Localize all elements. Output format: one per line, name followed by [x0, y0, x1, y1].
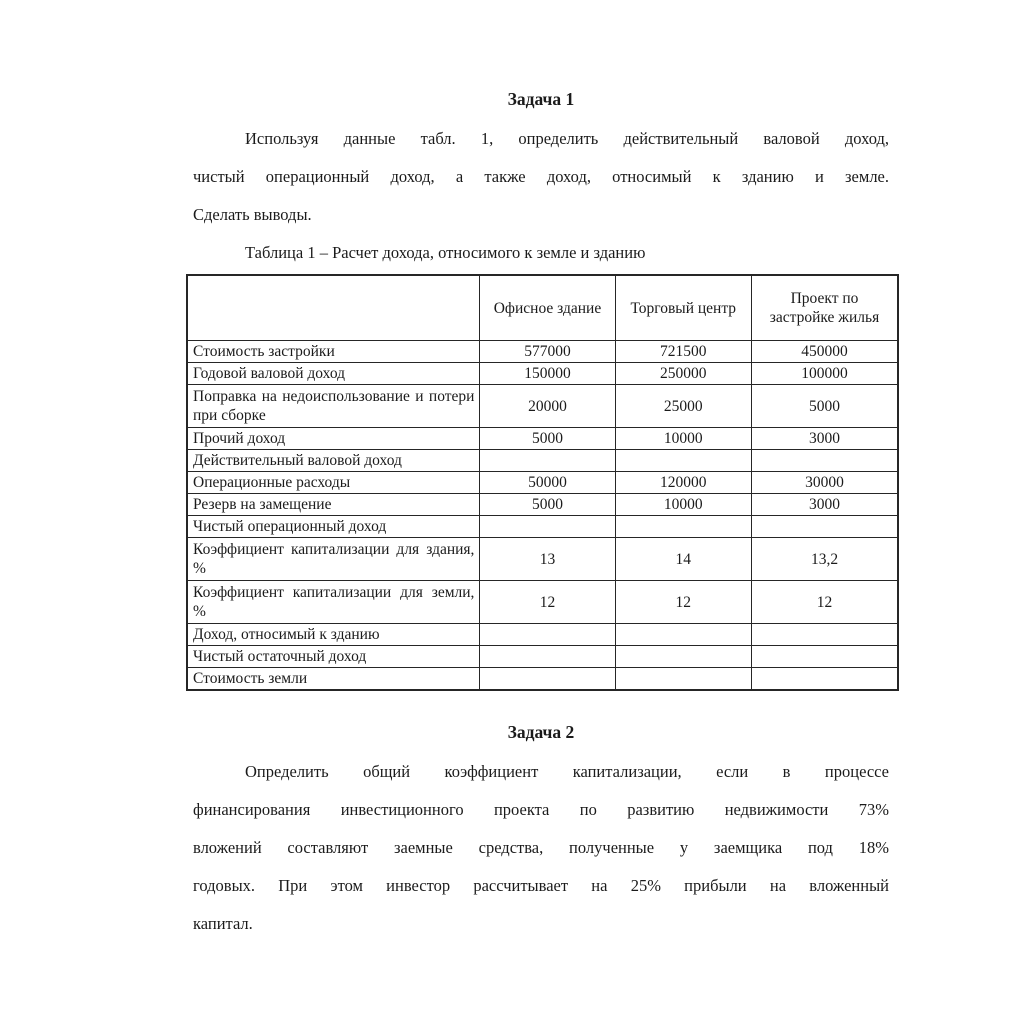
table-column-header: Проект по застройке жилья [752, 275, 898, 341]
table1 [186, 274, 899, 691]
table1-caption: Таблица 1 – Расчет дохода, относимого к земле и зданию [245, 243, 646, 262]
table-cell-value: 5000 [480, 428, 615, 450]
paragraph-line: вложений составляют заемные средства, полученные у заемщика под 18% [193, 838, 889, 857]
table-cell-value: 5000 [752, 385, 898, 428]
table-cell-value: 20000 [480, 385, 615, 428]
table-row [187, 624, 898, 646]
table-row-label: Чистый операционный доход [187, 516, 480, 538]
table-row-label: Годовой валовой доход [187, 363, 480, 385]
table-row-label: Стоимость земли [187, 668, 480, 691]
table-row-label: Коэффициент капитализации для здания, % [187, 538, 480, 581]
table-row-label: Коэффициент капитализации для земли, % [187, 581, 480, 624]
table-cell-value: 30000 [752, 472, 898, 494]
task2-paragraph [193, 753, 889, 943]
table-row [187, 646, 898, 668]
table-cell-value: 721500 [615, 341, 752, 363]
document-content [193, 0, 889, 943]
task1-paragraph [193, 120, 889, 234]
table-header-row [187, 275, 898, 341]
table-cell-value: 12 [480, 581, 615, 624]
paragraph-line: Используя данные табл. 1, определить действительный валовой доход, [245, 129, 889, 148]
table-cell-value [615, 668, 752, 691]
table-cell-value: 150000 [480, 363, 615, 385]
table-cell-value [615, 646, 752, 668]
table-cell-value: 3000 [752, 494, 898, 516]
paragraph-line: чистый операционный доход, а также доход, относимый к зданию и земле. [193, 167, 889, 186]
paragraph-line: Определить общий коэффициент капитализации, если в процессе [245, 762, 889, 781]
table-cell-value [480, 646, 615, 668]
table-cell-value: 50000 [480, 472, 615, 494]
table-row [187, 450, 898, 472]
table-cell-value [615, 450, 752, 472]
table-row-label: Стоимость застройки [187, 341, 480, 363]
table-cell-value: 25000 [615, 385, 752, 428]
paragraph-line: годовых. При этом инвестор рассчитывает на 25% прибыли на вложенный [193, 876, 889, 895]
table-row [187, 538, 898, 581]
table-row [187, 363, 898, 385]
table-cell-value: 12 [752, 581, 898, 624]
table-column-header: Торговый центр [615, 275, 752, 341]
table-row [187, 516, 898, 538]
table-row [187, 428, 898, 450]
table-cell-value: 13 [480, 538, 615, 581]
table-cell-value [752, 668, 898, 691]
table-row [187, 494, 898, 516]
table-cell-value: 14 [615, 538, 752, 581]
table-cell-value [752, 646, 898, 668]
table1-header [187, 275, 898, 341]
paragraph-line: Сделать выводы. [193, 205, 312, 224]
table-cell-value: 12 [615, 581, 752, 624]
paragraph-line: финансирования инвестиционного проекта по развитию недвижимости 73% [193, 800, 889, 819]
table-row [187, 341, 898, 363]
task2-title: Задача 2 [507, 722, 575, 742]
table-cell-value [752, 450, 898, 472]
table-cell-value [480, 668, 615, 691]
table-cell-value [480, 450, 615, 472]
table-cell-value: 3000 [752, 428, 898, 450]
table-column-header: Офисное здание [480, 275, 615, 341]
table-row-label: Чистый остаточный доход [187, 646, 480, 668]
paragraph-line: капитал. [193, 914, 253, 933]
table-cell-value: 577000 [480, 341, 615, 363]
table-row-label: Действительный валовой доход [187, 450, 480, 472]
table-row-label: Поправка на недоиспользование и потери при сборке [187, 385, 480, 428]
table-cell-value: 250000 [615, 363, 752, 385]
table-row-label: Резерв на замещение [187, 494, 480, 516]
table-row [187, 581, 898, 624]
table-cell-value: 100000 [752, 363, 898, 385]
table-cell-value: 5000 [480, 494, 615, 516]
table-row-label: Прочий доход [187, 428, 480, 450]
table-cell-value: 13,2 [752, 538, 898, 581]
task1-title: Задача 1 [507, 89, 575, 109]
table-row [187, 385, 898, 428]
table-cell-value [752, 516, 898, 538]
table-cell-value: 450000 [752, 341, 898, 363]
table1-body [187, 341, 898, 691]
table-cell-value [615, 624, 752, 646]
table-row-label: Доход, относимый к зданию [187, 624, 480, 646]
table-row-label: Операционные расходы [187, 472, 480, 494]
table-cell-value: 10000 [615, 494, 752, 516]
table-cell-value: 10000 [615, 428, 752, 450]
table-row [187, 472, 898, 494]
table-cell-value [480, 624, 615, 646]
table-cell-value: 120000 [615, 472, 752, 494]
table-corner-cell [187, 275, 480, 341]
table-cell-value [752, 624, 898, 646]
table-cell-value [615, 516, 752, 538]
table-cell-value [480, 516, 615, 538]
table-row [187, 668, 898, 691]
